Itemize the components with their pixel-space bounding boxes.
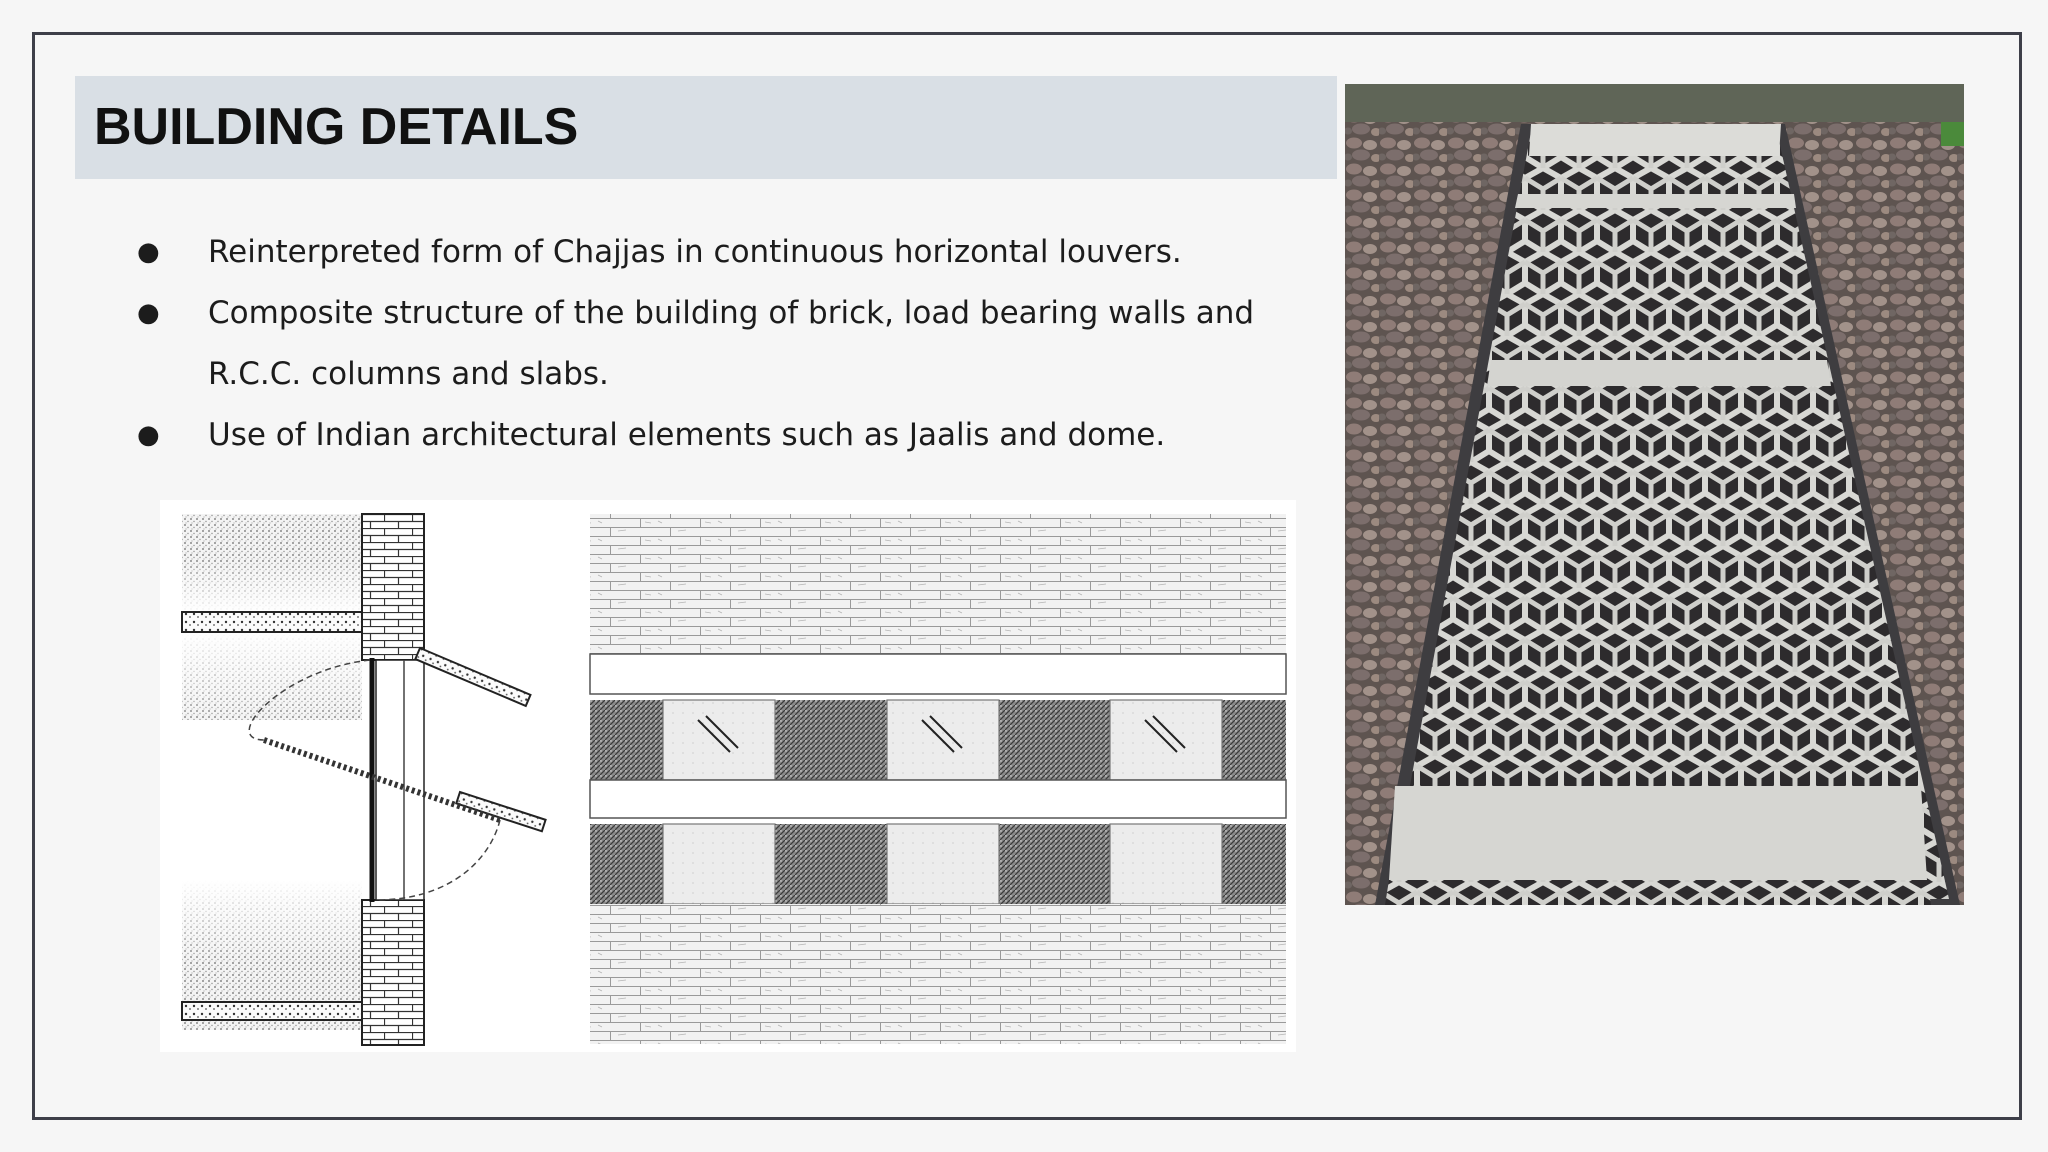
bullet-item — [130, 222, 1310, 283]
section-drawing — [182, 514, 546, 1045]
bullet-dot: ● — [137, 298, 160, 328]
bullet-dot: ● — [137, 420, 160, 450]
bullet-text: Reinterpreted form of Chajjas in continuous horizontal louvers. — [208, 234, 1182, 270]
drawings-panel — [160, 500, 1296, 1052]
bullet-text: Use of Indian architectural elements such as Jaalis and dome. — [208, 417, 1166, 453]
bullet-item — [130, 405, 1310, 466]
slide-title: BUILDING DETAILS — [94, 98, 579, 156]
bullet-text: Composite structure of the building of brick, load bearing walls and R.C.C. columns and slabs. — [208, 295, 1255, 392]
bullet-list — [130, 222, 1310, 466]
bullet-dot: ● — [137, 237, 160, 267]
jaali-photo — [1345, 84, 1964, 905]
elevation-drawing — [590, 514, 1286, 1044]
bullet-item — [130, 283, 1310, 405]
